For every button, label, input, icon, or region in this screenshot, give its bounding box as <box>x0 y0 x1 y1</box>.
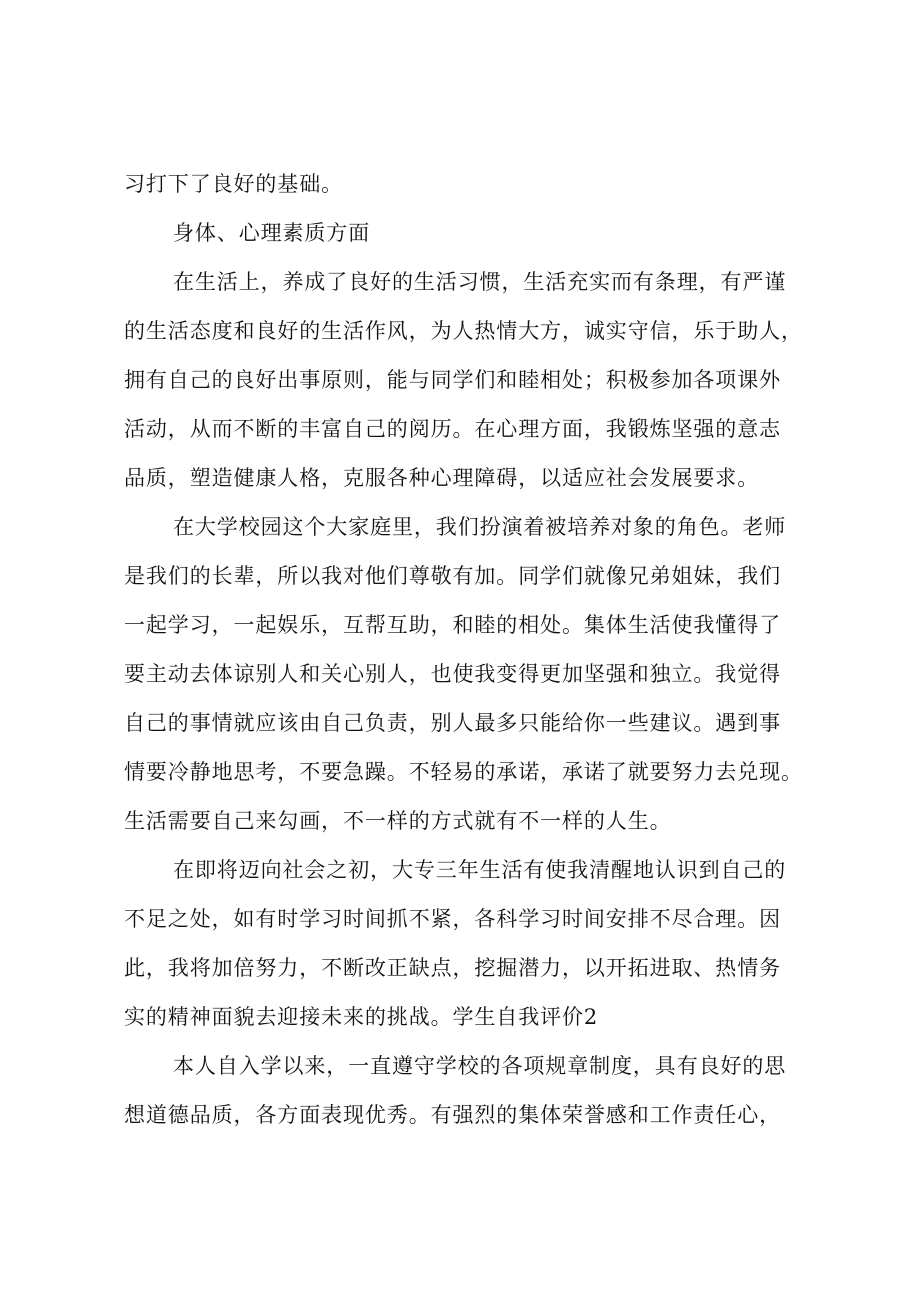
text-line: 一起学习，一起娱乐，互帮互助，和睦的相处。集体生活使我懂得了 <box>124 613 781 637</box>
text-line: 习打下了良好的基础。 <box>124 172 343 196</box>
document-body <box>124 160 820 1140</box>
text-line: 活动，从而不断的丰富自己的阅历。在心理方面，我锻炼坚强的意志 <box>124 417 781 441</box>
section-heading: 身体、心理素质方面 <box>173 221 371 245</box>
text-line: 本人自入学以来，一直遵守学校的各项规章制度，具有良好的思 <box>173 1054 787 1078</box>
text-line: 在即将迈向社会之初，大专三年生活有使我清醒地认识到自己的 <box>173 858 787 882</box>
text-line: 在大学校园这个大家庭里，我们扮演着被培养对象的角色。老师 <box>173 515 787 539</box>
text-line: 是我们的长辈，所以我对他们尊敬有加。同学们就像兄弟姐妹，我们 <box>124 564 781 588</box>
text-line: 生活需要自己来勾画，不一样的方式就有不一样的人生。 <box>124 809 672 833</box>
text-line: 不足之处，如有时学习时间抓不紧，各科学习时间安排不尽合理。因 <box>124 907 781 931</box>
text-line: 实的精神面貌去迎接未来的挑战。学生自我评价2 <box>124 1005 599 1029</box>
text-line: 品质，塑造健康人格，克服各种心理障碍，以适应社会发展要求。 <box>124 466 760 490</box>
text-line: 想道德品质，各方面表现优秀。有强烈的集体荣誉感和工作责任心， <box>124 1103 781 1127</box>
text-line: 在生活上，养成了良好的生活习惯，生活充实而有条理，有严谨 <box>173 270 787 294</box>
text-line: 情要冷静地思考，不要急躁。不轻易的承诺，承诺了就要努力去兑现。 <box>124 760 803 784</box>
text-line: 的生活态度和良好的生活作风，为人热情大方，诚实守信，乐于助人， <box>124 319 803 343</box>
text-line: 拥有自己的良好出事原则，能与同学们和睦相处；积极参加各项课外 <box>124 368 781 392</box>
text-line: 自己的事情就应该由自己负责，别人最多只能给你一些建议。遇到事 <box>124 711 781 735</box>
text-line: 此，我将加倍努力，不断改正缺点，挖掘潜力，以开拓进取、热情务 <box>124 956 781 980</box>
text-line: 要主动去体谅别人和关心别人，也使我变得更加坚强和独立。我觉得 <box>124 662 781 686</box>
